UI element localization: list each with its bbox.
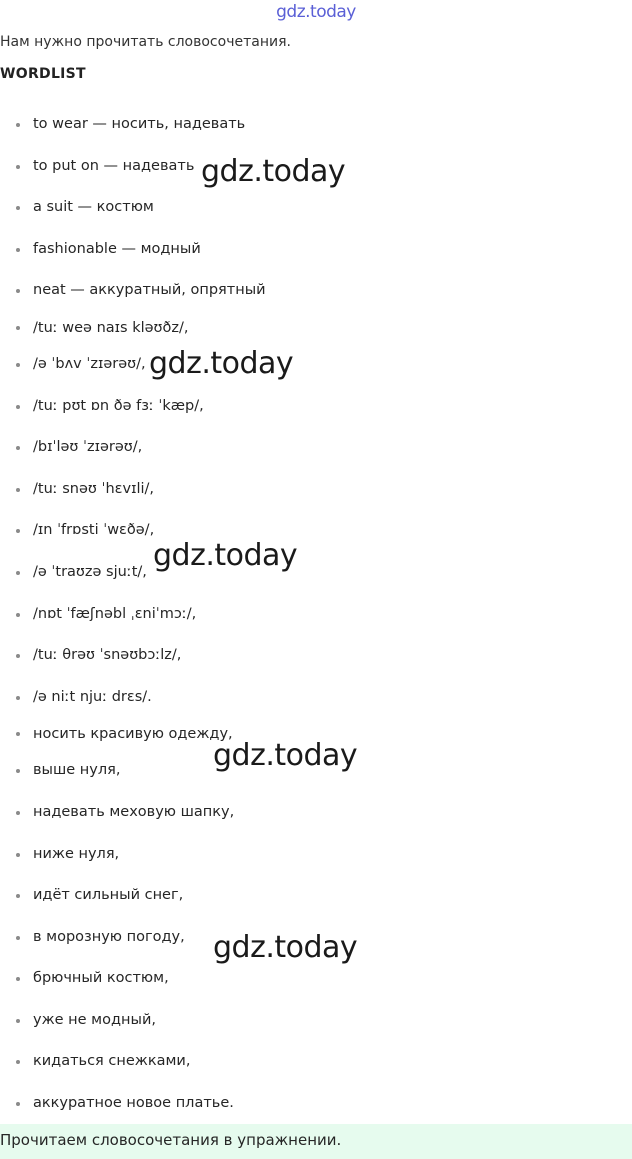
watermark: gdz.today [153,538,298,573]
list-item: to put on — надевать [0,146,632,188]
watermark: gdz.today [213,930,358,965]
list-item: /ɪn ˈfrɒsti ˈwɛðə/, [0,510,632,552]
list-item: /ə niːt njuː drɛs/. [0,677,632,719]
list-item: в морозную погоду, [0,917,632,959]
list-item: брючный костюм, [0,958,632,1000]
list-item: to wear — носить, надевать [0,104,632,146]
list-item: /ə ˈtraʊzə sjuːt/, [0,552,632,594]
list-item: fashionable — модный [0,229,632,271]
word-list [0,104,632,1125]
list-item: /tuː weə naɪs kləʊðz/, [0,312,632,344]
footer-text: Прочитаем словосочетания в упражнении. [0,1131,342,1149]
list-item: носить красивую одежду, [0,718,632,750]
wordlist-heading: WORDLIST [0,66,86,82]
footer-bar [0,1124,632,1159]
list-item: /tuː θrəʊ ˈsnəʊbɔːlz/, [0,635,632,677]
list-item: аккуратное новое платье. [0,1083,632,1125]
list-item: кидаться снежками, [0,1041,632,1083]
list-item: /tuː pʊt ɒn ðə fɜː ˈkæp/, [0,386,632,428]
watermark: gdz.today [213,738,358,773]
watermark: gdz.today [201,154,346,189]
list-item: /tuː snəʊ ˈhɛvɪli/, [0,469,632,511]
list-item: /ə ˈbʌv ˈzɪərəʊ/, [0,344,632,386]
site-logo: gdz.today [276,2,356,22]
list-item: neat — аккуратный, опрятный [0,270,632,312]
list-item: ниже нуля, [0,834,632,876]
list-item: уже не модный, [0,1000,632,1042]
intro-text: Нам нужно прочитать словосочетания. [0,34,291,50]
list-item: /nɒt ˈfæʃnəbl ˌɛniˈmɔː/, [0,594,632,636]
list-item: a suit — костюм [0,187,632,229]
list-item: выше нуля, [0,750,632,792]
list-item: /bɪˈləʊ ˈzɪərəʊ/, [0,427,632,469]
list-item: надевать меховую шапку, [0,792,632,834]
list-item: идёт сильный снег, [0,875,632,917]
watermark: gdz.today [149,346,294,381]
